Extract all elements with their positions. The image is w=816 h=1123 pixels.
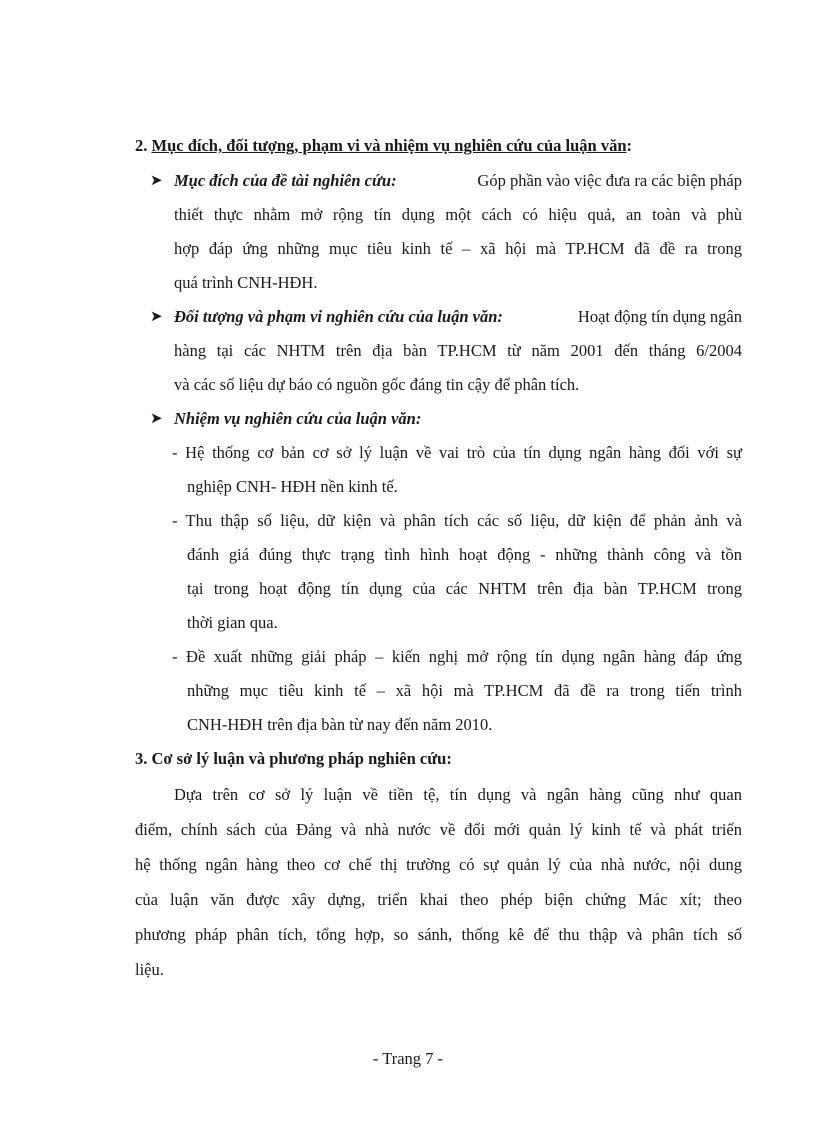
section-2-heading xyxy=(135,136,632,156)
section-3-line-2: điểm, chính sách của Đảng và nhà nước về đổi mới quản lý kinh tế và phát triển xyxy=(135,820,742,839)
item-1-line-1 xyxy=(174,171,742,191)
task-2-line-1: - Thu thập số liệu, dữ kiện và phân tích các số liệu, dữ kiện để phản ảnh và xyxy=(172,511,742,530)
section-2-number: 2. xyxy=(135,136,148,155)
item-2-line-3: và các số liệu dự báo có nguồn gốc đáng tin cậy để phân tích. xyxy=(174,375,580,394)
item-1-text-1: Góp phần vào việc đưa ra các biện pháp xyxy=(477,171,742,190)
task-2-line-4: thời gian qua. xyxy=(187,613,278,632)
section-3-heading: 3. Cơ sở lý luận và phương pháp nghiên cứu: xyxy=(135,749,452,768)
arrow-bullet-icon: ➤ xyxy=(150,309,163,325)
task-1-line-2: nghiệp CNH- HĐH nền kinh tế. xyxy=(187,477,398,496)
item-1-line-2: thiết thực nhằm mở rộng tín dụng một cách có hiệu quả, an toàn và phù xyxy=(174,205,742,224)
task-3-line-1: - Đề xuất những giải pháp – kiến nghị mở rộng tín dụng ngân hàng đáp ứng xyxy=(172,647,742,666)
item-2-text-1: Hoạt động tín dụng ngân xyxy=(577,307,742,326)
task-3-line-2: những mục tiêu kinh tế – xã hội mà TP.HCM đã đề ra trong tiến trình xyxy=(187,681,742,700)
item-1-line-4: quá trình CNH-HĐH. xyxy=(174,273,318,292)
item-2-line-1 xyxy=(174,307,742,327)
item-3-label: Nhiệm vụ nghiên cứu của luận văn: xyxy=(174,409,422,428)
page-number-footer: - Trang 7 - xyxy=(372,1049,444,1068)
task-1-line-1: - Hệ thống cơ bản cơ sở lý luận về vai trò của tín dụng ngân hàng đối với sự xyxy=(172,443,742,462)
section-2-colon: : xyxy=(626,136,632,155)
section-3-line-1: Dựa trên cơ sở lý luận về tiền tệ, tín dụng và ngân hàng cũng như quan xyxy=(174,785,742,804)
arrow-bullet-icon: ➤ xyxy=(150,173,163,189)
arrow-bullet-icon: ➤ xyxy=(150,411,163,427)
section-3-line-3: hệ thống ngân hàng theo cơ chế thị trường có sự quản lý của nhà nước, nội dung xyxy=(135,855,742,874)
section-3-line-4: của luận văn được xây dựng, triển khai theo phép biện chứng Mác xít; theo xyxy=(135,890,742,909)
section-2-title: Mục đích, đối tượng, phạm vi và nhiệm vụ nghiên cứu của luận văn xyxy=(151,136,627,155)
task-2-line-3: tại trong hoạt động tín dụng của các NHTM trên địa bàn TP.HCM trong xyxy=(187,579,742,598)
task-2-line-2: đánh giá đúng thực trạng tình hình hoạt động - những thành công và tồn xyxy=(187,545,742,564)
item-2-line-2: hàng tại các NHTM trên địa bàn TP.HCM từ năm 2001 đến tháng 6/2004 xyxy=(174,341,742,360)
task-3-line-3: CNH-HĐH trên địa bàn từ nay đến năm 2010. xyxy=(187,715,493,734)
item-2-label: Đối tượng và phạm vi nghiên cứu của luận văn: xyxy=(174,307,503,326)
item-1-label: Mục đích của đề tài nghiên cứu: xyxy=(174,171,397,190)
item-1-line-3: hợp đáp ứng những mục tiêu kinh tế – xã hội mà TP.HCM đã đề ra trong xyxy=(174,239,742,258)
section-3-line-6: liệu. xyxy=(135,960,164,979)
section-3-line-5: phương pháp phân tích, tổng hợp, so sánh, thống kê để thu thập và phân tích số xyxy=(135,925,742,944)
